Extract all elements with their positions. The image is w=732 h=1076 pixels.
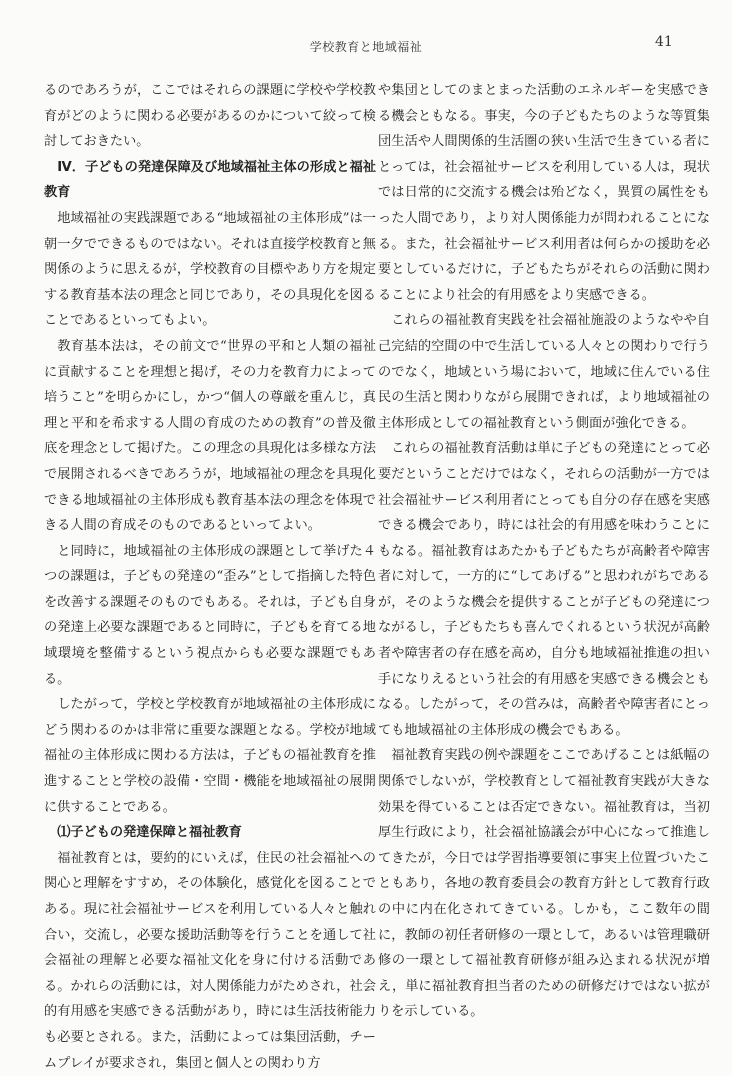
paragraph: これらの福祉教育活動は単に子どもの発達にとって必要だということだけではなく，それらの活動が一方では社会福祉サービス利用者にとっても自分の存在感を実感できる機会であり，時には社会的有用感を味わうことにもなる。福祉教育はあたかも子どもたちが高齢者や障害者に対して，一方的に“してあげる”と思われがちであるが，そのような機会を提供することが子どもの発達につながるし，子どもたちも喜んでくれるという状況が高齢者や障害者の存在感を高め，自分も地域福祉推進の担い手になりえるという社会的有用感を実感できる機会ともなる。したがって，その営みは，高齢者や障害者にとっても地域福祉の主体形成の機会でもある。 xyxy=(378,441,710,738)
paragraph: 地域福祉の実践課題である“地域福祉の主体形成”は一朝一夕でできるものではない。それは直接学校教育と無関係のように思えるが，学校教育の目標やあり方を規定する教育基本法の理念と同じであり，その具現化を図ることであるといってもよい。 xyxy=(44,210,376,329)
paragraph: と同時に，地域福祉の主体形成の課題として挙げた４つの課題は，子どもの発達の“歪み”として指摘した特色を改善する課題そのものでもある。それは，子ども自身の発達上必要な課題であると同時に，子どもを育てる地域環境を整備するという視点からも必要な課題でもある。 xyxy=(44,543,376,687)
paragraph: 教育基本法は，その前文で“世界の平和と人類の福祉に貢献することを理想と掲げ，その力を教育力によって培うこと”を明らかにし，かつ“個人の尊厳を重んじ，真理と平和を希求する人間の育成のための教育”の普及徹底を理念として掲げた。この理念の具現化は多様な方法で展開されるべきであろうが，地域福祉の理念を具現化できる地域福祉の主体形成も教育基本法の理念を体現できる人間の育成そのものであるといってよい。 xyxy=(44,338,376,534)
paragraph: や集団としてのまとまった活動のエネルギーを実感できる機会ともなる。事実，今の子どもたちのような等質集団生活や人間関係的生活圏の狭い生活で生きている者にとっては，社会福祉サービスを利用している人は，現状では日常的に交流する機会は殆どなく，異質の属性をもった人間であり，より対人関係能力が問われることになる。また，社会福祉サービス利用者は何らかの援助を必要としているだけに，子どもたちがそれらの活動に関わることにより社会的有用感をより実感できる。 xyxy=(378,83,710,303)
left-column xyxy=(44,78,376,1076)
paragraph: これらの福祉教育実践を社会福祉施設のようなやや自己完結的空間の中で生活している人々との関わりで行うのでなく，地域という場において，地域に住んでいる住民の生活と関わりながら展開できれば，より地域福祉の主体形成としての福祉教育という側面が強化できる。 xyxy=(378,313,710,431)
paragraph: るのであろうが，ここではそれらの課題に学校や学校教育がどのように関わる必要があるのかについて絞って検討しておきたい。 xyxy=(44,83,376,150)
running-header: 学校教育と地域福祉 xyxy=(309,40,423,54)
paragraph: 福祉教育とは，要約的にいえば，住民の社会福祉への関心と理解をすすめ，その体験化，感覚化を図ることである。現に社会福祉サービスを利用している人々と触れ合い，交流し，必要な援助活動等を行うことを通して社会福祉の理解と必要な福祉文化を身に付ける活動である。かれらの活動には，対人関係能力がためされ，社会的有用感を実感できる活動があり，時には生活技術能力も必要とされる。また，活動によっては集団活動，チームプレイが要求され，集団と個人との関わり方 xyxy=(44,850,376,1071)
paragraph: 福祉教育実践の例や課題をここであげることは紙幅の関係でしないが，学校教育として福祉教育実践が大きな効果を得ていることは否定できない。福祉教育は，当初厚生行政により，社会福祉協議会が中心になって推進してきたが，今日では学習指導要領に事実上位置づいたこともあり，各地の教育委員会の教育方針として教育行政の中に内在化されてきている。しかも，ここ数年の間に，教師の初任者研修の一環として，あるいは管理職研修の一環として福祉教育研修が組み込まれる状況が増え，単に福祉教育担当者のための研修だけではない拡がりを示している。 xyxy=(378,748,710,1020)
page-number: 41 xyxy=(655,34,673,50)
paragraph: したがって，学校と学校教育が地域福祉の主体形成にどう関わるのかは非常に重要な課題となる。学校が地域福祉の主体形成に関わる方法は，子どもの福祉教育を推進することと学校の設備・空間・機能を地域福祉の展開に供することである。 xyxy=(44,697,376,815)
right-column xyxy=(378,78,710,1025)
section-heading: Ⅳ．子どもの発達保障及び地域福祉主体の形成と福祉教育 xyxy=(44,159,376,201)
subsection-heading: ⑴子どもの発達保障と福祉教育 xyxy=(57,825,242,841)
